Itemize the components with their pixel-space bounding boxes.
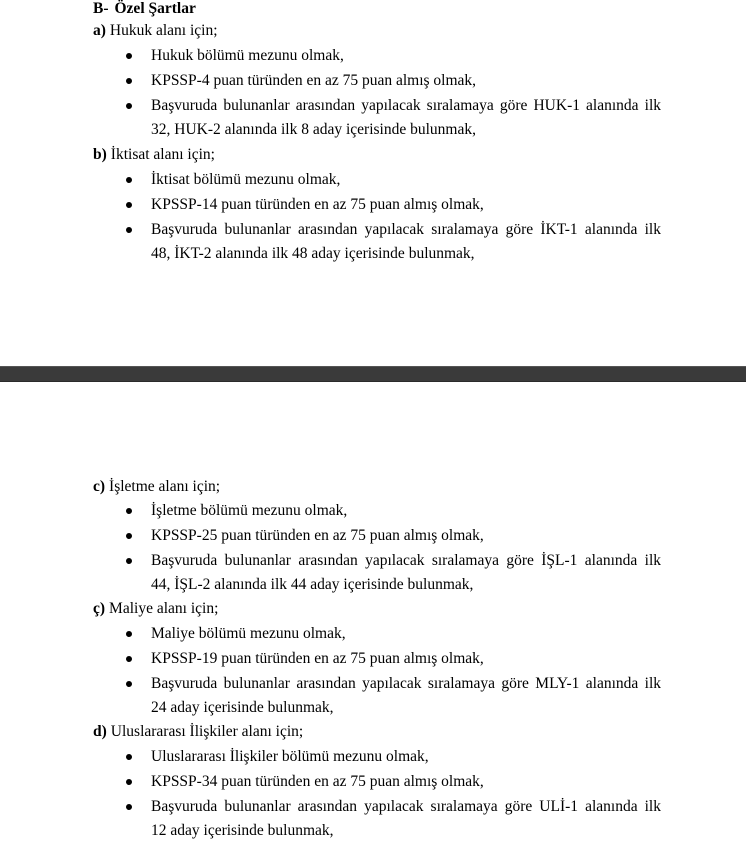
subsection-maliye (93, 600, 218, 618)
list-item-text: KPSSP-14 puan türünden en az 75 puan almış olmak, (151, 196, 484, 213)
list-item-continuation: 48, İKT-2 alanında ilk 48 aday içerisinde bulunmak, (151, 245, 475, 262)
document-page-1 (0, 0, 746, 366)
list-item-text: İşletme bölümü mezunu olmak, (151, 502, 348, 519)
bullet-icon (126, 656, 132, 662)
subsection-iktisat (93, 146, 215, 164)
bullet-icon (126, 103, 132, 109)
list-item-continuation: 12 aday içerisinde bulunmak, (151, 822, 334, 839)
bullet-icon (126, 558, 132, 564)
list-item-text: İktisat bölümü mezunu olmak, (151, 171, 341, 188)
list-item-text: Hukuk bölümü mezunu olmak, (151, 47, 344, 64)
heading-letter: B- (93, 0, 109, 17)
subsection-letter: b) (93, 146, 107, 163)
list-item-text: KPSSP-4 puan türünden en az 75 puan almış olmak, (151, 72, 477, 89)
bullet-icon (126, 779, 132, 785)
list-item-continuation: 44, İŞL-2 alanında ilk 44 aday içerisinde bulunmak, (151, 576, 474, 593)
bullet-icon (126, 804, 132, 810)
subsection-letter: c) (93, 478, 106, 495)
bullet-icon (126, 78, 132, 84)
bullet-icon (126, 177, 132, 183)
subsection-title: İktisat alanı için; (110, 146, 215, 163)
bullet-icon (126, 508, 132, 514)
subsection-title: Uluslararası İlişkiler alanı için; (110, 723, 304, 740)
document-page-2 (0, 382, 746, 842)
list-item-text: Başvuruda bulunanlar arasından yapılacak sıralamaya göre ULİ-1 alanında ilk (151, 798, 661, 815)
list-item-text: Başvuruda bulunanlar arasından yapılacak sıralamaya göre MLY-1 alanında ilk (151, 675, 661, 692)
list-item-text: Başvuruda bulunanlar arasından yapılacak sıralamaya göre İŞL-1 alanında ilk (151, 552, 661, 569)
list-item-text: Başvuruda bulunanlar arasından yapılacak sıralamaya göre İKT-1 alanında ilk (151, 221, 661, 238)
section-heading (93, 0, 196, 18)
bullet-icon (126, 53, 132, 59)
bullet-icon (126, 631, 132, 637)
page-separator (0, 366, 746, 382)
subsection-letter: ç) (93, 600, 106, 617)
list-item-text: Uluslararası İlişkiler bölümü mezunu olmak, (151, 748, 429, 765)
subsection-hukuk (93, 22, 218, 40)
bullet-icon (126, 533, 132, 539)
subsection-isletme (93, 478, 220, 496)
list-item-text: KPSSP-34 puan türünden en az 75 puan almış olmak, (151, 773, 484, 790)
bullet-icon (126, 202, 132, 208)
subsection-title: Maliye alanı için; (109, 600, 219, 617)
bullet-icon (126, 681, 132, 687)
list-item-text: KPSSP-19 puan türünden en az 75 puan almış olmak, (151, 650, 484, 667)
subsection-letter: a) (93, 22, 106, 39)
list-item-text: KPSSP-25 puan türünden en az 75 puan almış olmak, (151, 527, 484, 544)
subsection-letter: d) (93, 723, 107, 740)
list-item-continuation: 24 aday içerisinde bulunmak, (151, 699, 334, 716)
subsection-uluslararasi-iliskiler (93, 723, 303, 741)
subsection-title: İşletme alanı için; (109, 478, 221, 495)
heading-title: Özel Şartlar (114, 0, 196, 17)
bullet-icon (126, 227, 132, 233)
list-item-text: Başvuruda bulunanlar arasından yapılacak sıralamaya göre HUK-1 alanında ilk (151, 97, 661, 114)
subsection-title: Hukuk alanı için; (109, 22, 218, 39)
list-item-text: Maliye bölümü mezunu olmak, (151, 625, 346, 642)
bullet-icon (126, 754, 132, 760)
list-item-continuation: 32, HUK-2 alanında ilk 8 aday içerisinde bulunmak, (151, 121, 476, 138)
